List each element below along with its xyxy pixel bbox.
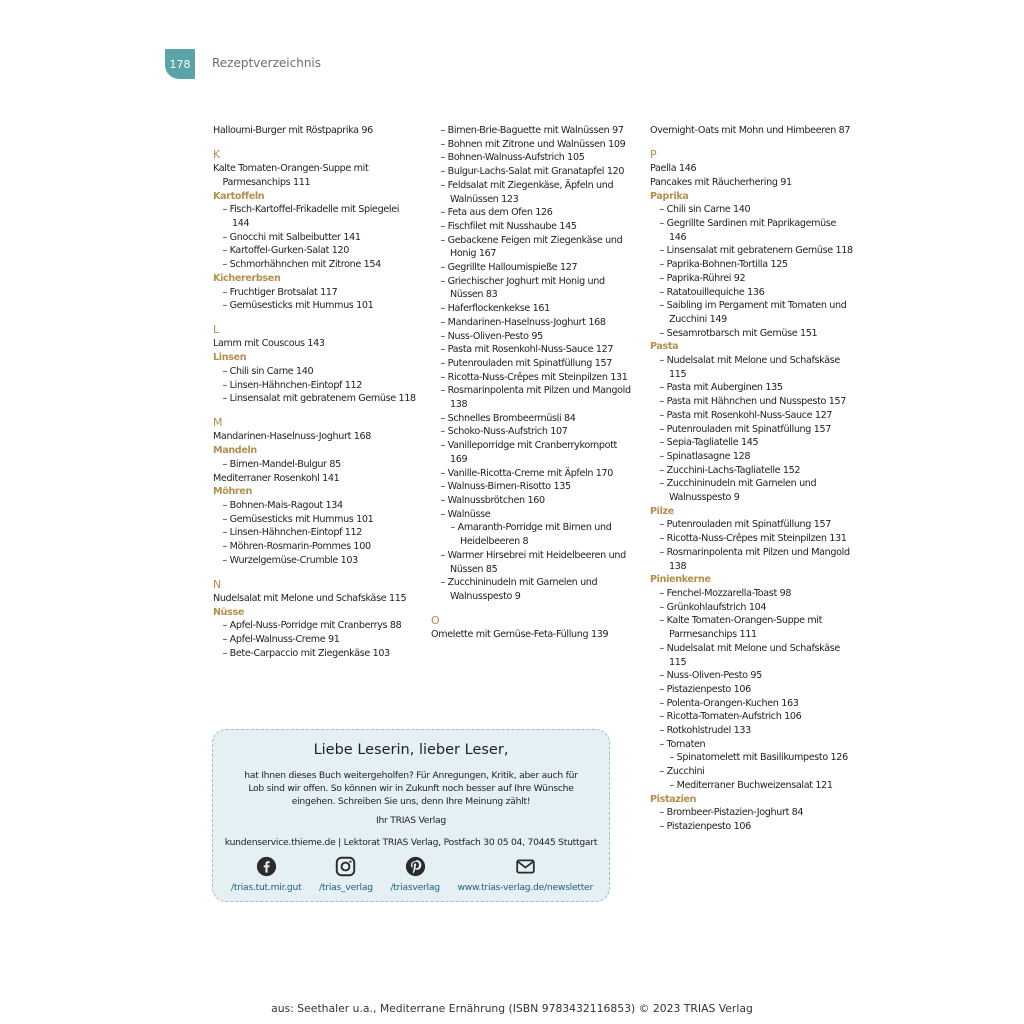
index-entry: – Vanille-Ricotta-Creme mit Äpfeln 170 [440, 467, 614, 479]
index-entry: – Fruchtiger Brotsalat 117 [222, 286, 338, 298]
index-entry: – Rotkohlstrudel 133 [659, 725, 751, 737]
index-entry: – Spinatlasagne 128 [659, 450, 751, 462]
index-entry: – Fenchel-Mozzarella-Toast 98 [659, 588, 792, 599]
index-entry: – Feta aus dem Ofen 126 [440, 207, 553, 219]
index-subheading: Pistazien [650, 793, 697, 805]
instagram-icon [335, 856, 356, 877]
index-entry: – Zucchini-Lachs-Tagliatelle 152 [659, 464, 801, 476]
index-subheading: Möhren [213, 486, 252, 498]
pinterest-icon [405, 856, 426, 877]
index-entry: – Amaranth-Porridge mit Birnen und Heidelbeeren 8 [450, 522, 612, 548]
index-column-1 [213, 124, 418, 661]
index-entry: – Putenrouladen mit Spinatfüllung 157 [440, 357, 612, 369]
index-entry: – Pasta mit Rosenkohl-Nuss-Sauce 127 [440, 344, 614, 356]
index-entry: Mediterraner Rosenkohl 141 [213, 472, 340, 484]
index-entry: Pancakes mit Räucherhering 91 [650, 176, 792, 188]
index-entry: – Zucchini [659, 766, 705, 778]
instagram-link[interactable] [319, 856, 373, 894]
index-entry: – Nudelsalat mit Melone und Schafskäse 115 [659, 355, 840, 380]
index-subheading: Pilze [650, 505, 674, 517]
index-entry: – Schnelles Brombeermüsli 84 [440, 412, 576, 424]
index-entry: Paella 146 [650, 163, 697, 175]
index-entry: – Nuss-Oliven-Pesto 95 [659, 670, 762, 682]
index-entry: – Pasta mit Auberginen 135 [659, 382, 783, 394]
index-entry: – Schmorhähnchen mit Zitrone 154 [222, 259, 381, 271]
index-entry: Halloumi-Burger mit Röstpaprika 96 [213, 125, 373, 136]
index-entry: – Griechischer Joghurt mit Honig und Nüssen 83 [440, 275, 605, 301]
index-entry: – Gebackene Feigen mit Ziegenkäse und Honig 167 [440, 234, 623, 260]
index-entry: – Möhren-Rosmarin-Pommes 100 [222, 541, 371, 553]
index-letter: K [213, 148, 220, 162]
social-links [231, 856, 593, 894]
index-subheading: Paprika [650, 190, 689, 202]
index-entry: Omelette mit Gemüse-Feta-Füllung 139 [431, 629, 609, 641]
index-entry: Kalte Tomaten-Orangen-Suppe mit Parmesanchips 111 [213, 163, 369, 188]
index-entry: – Spinatomelett mit Basilikumpesto 126 [669, 752, 848, 764]
index-letter: M [213, 416, 223, 430]
index-subheading: Kartoffeln [213, 190, 265, 202]
index-entry: – Linsensalat mit gebratenem Gemüse 118 [222, 393, 416, 405]
index-entry: – Fisch-Kartoffel-Frikadelle mit Spiegelei 144 [222, 204, 400, 230]
index-entry: – Bohnen-Mais-Ragout 134 [222, 499, 343, 511]
index-entry: Lamm mit Couscous 143 [213, 338, 325, 350]
index-letter: P [650, 148, 657, 162]
index-entry: – Sesamrotbarsch mit Gemüse 151 [659, 327, 818, 339]
index-subheading: Linsen [213, 352, 247, 364]
facebook-link[interactable] [231, 856, 301, 894]
index-entry: – Grünkohlaufstrich 104 [659, 601, 767, 613]
index-entry: – Nuss-Oliven-Pesto 95 [440, 330, 543, 342]
index-entry: – Birnen-Mandel-Bulgur 85 [222, 458, 341, 470]
index-entry: – Walnüsse [440, 508, 491, 520]
index-entry: – Pasta mit Rosenkohl-Nuss-Sauce 127 [659, 409, 833, 421]
page-number: 178 [165, 49, 195, 79]
index-entry: – Gemüsesticks mit Hummus 101 [222, 300, 374, 312]
index-entry: – Tomaten [659, 738, 706, 750]
index-entry: – Zucchininudeln mit Garnelen und Walnusspesto 9 [440, 577, 598, 602]
index-entry: – Chili sin Carne 140 [222, 365, 314, 377]
index-entry: – Walnussbrötchen 160 [440, 494, 545, 506]
index-entry: – Feldsalat mit Ziegenkäse, Äpfeln und Walnüssen 123 [440, 179, 614, 205]
index-entry: – Wurzelgemüse-Crumble 103 [222, 554, 358, 566]
mail-icon [515, 856, 536, 877]
notice-body: hat Ihnen dieses Buch weitergeholfen? Für Anregungen, Kritik, aber auch für Lob sind wir offen. So können wir in Zukunft noch besser auf Ihre Wünsche eingehen. Schreiben Sie uns, denn Ihre Meinung zählt! [244, 770, 578, 808]
notice-signature: Ihr TRIAS Verlag [376, 814, 446, 826]
index-column-2 [431, 124, 636, 642]
index-entry: – Ricotta-Nuss-Crêpes mit Steinpilzen 131 [659, 533, 847, 545]
index-letter: O [431, 614, 440, 628]
index-entry: – Putenrouladen mit Spinatfüllung 157 [659, 423, 831, 435]
index-letter: N [213, 577, 221, 591]
pinterest-label: /triasverlag [390, 882, 440, 893]
index-entry: – Ratatouillequiche 136 [659, 286, 765, 298]
index-entry: – Brombeer-Pistazien-Joghurt 84 [659, 807, 804, 819]
source-footer: aus: Seethaler u.a., Mediterrane Ernährung (ISBN 9783432116853) © 2023 TRIAS Verlag [271, 1002, 753, 1015]
facebook-label: /trias.tut.mir.gut [231, 882, 302, 893]
index-entry: – Linsensalat mit gebratenem Gemüse 118 [659, 245, 853, 257]
index-entry: – Kartoffel-Gurken-Salat 120 [222, 245, 350, 257]
index-entry: – Gnocchi mit Salbeibutter 141 [222, 231, 361, 243]
newsletter-label: www.trias-verlag.de/newsletter [457, 882, 593, 893]
index-column-3 [650, 124, 855, 834]
index-entry: – Kalte Tomaten-Orangen-Suppe mit Parmesanchips 111 [659, 615, 823, 641]
index-entry: – Walnuss-Birnen-Risotto 135 [440, 481, 571, 493]
index-entry: – Gemüsesticks mit Hummus 101 [222, 513, 374, 525]
facebook-icon [256, 856, 277, 877]
index-entry: – Paprika-Bohnen-Tortilla 125 [659, 259, 788, 271]
index-entry: – Paprika-Rührei 92 [659, 272, 746, 284]
index-entry: – Warmer Hirsebrei mit Heidelbeeren und Nüssen 85 [440, 549, 626, 575]
running-header: Rezeptverzeichnis [212, 56, 322, 70]
index-entry: – Haferflockenkekse 161 [440, 303, 550, 315]
index-subheading: Pinienkerne [650, 574, 711, 586]
index-entry: – Gegrillte Sardinen mit Paprikagemüse 146 [659, 218, 837, 243]
notice-title: Liebe Leserin, lieber Leser, [313, 742, 509, 758]
index-entry: – Vanilleporridge mit Cranberrykompott 169 [440, 440, 617, 465]
index-subheading: Pasta [650, 341, 679, 353]
index-subheading: Kichererbsen [213, 272, 281, 284]
index-entry: – Mediterraner Buchweizensalat 121 [669, 779, 833, 791]
index-entry: – Ricotta-Tomaten-Aufstrich 106 [659, 711, 802, 723]
index-entry: – Rosmarinpolenta mit Pilzen und Mangold 138 [659, 546, 850, 572]
index-entry: – Bimen-Brie-Baguette mit Walnüssen 97 [440, 125, 624, 136]
notice-contact: kundenservice.thieme.de | Lektorat TRIAS Verlag, Postfach 30 05 04, 70445 Stuttgart [224, 836, 598, 848]
index-subheading: Nüsse [213, 606, 245, 618]
index-entry: – Apfel-Walnuss-Creme 91 [222, 634, 340, 646]
reader-notice-box [212, 729, 610, 902]
index-entry: – Nudelsalat mit Melone und Schafskäse 115 [659, 642, 840, 668]
index-entry: – Bete-Carpaccio mit Ziegenkäse 103 [222, 647, 390, 659]
index-entry: – Sepia-Tagliatelle 145 [659, 437, 759, 449]
index-entry: – Ricotta-Nuss-Crêpes mit Steinpilzen 131 [440, 371, 628, 383]
index-entry: – Bohnen-Walnuss-Aufstrich 105 [440, 152, 585, 164]
index-entry: – Linsen-Hähnchen-Eintopf 112 [222, 527, 363, 539]
index-subheading: Mandeln [213, 445, 257, 457]
index-entry: – Pasta mit Hähnchen und Nusspesto 157 [659, 396, 846, 408]
index-entry: – Apfel-Nuss-Porridge mit Cranberrys 88 [222, 620, 402, 632]
index-entry: – Saibling im Pergament mit Tomaten und Zucchini 149 [659, 300, 847, 325]
index-entry: Overnight-Oats mit Mohn und Himbeeren 87 [650, 125, 851, 136]
index-entry: – Putenrouladen mit Spinatfüllung 157 [659, 519, 831, 531]
index-entry: Mandarinen-Haselnuss-Joghurt 168 [213, 431, 371, 443]
index-entry: – Gegrillte Halloumispieße 127 [440, 262, 578, 274]
index-entry: Nudelsalat mit Melone und Schafskäse 115 [213, 592, 407, 604]
index-entry: – Bohnen mit Zitrone und Walnüssen 109 [440, 138, 626, 150]
pinterest-link[interactable] [390, 856, 439, 894]
index-entry: – Zucchininudeln mit Garnelen und Walnusspesto 9 [659, 478, 817, 504]
index-entry: – Schoko-Nuss-Aufstrich 107 [440, 426, 568, 438]
index-entry: – Polenta-Orangen-Kuchen 163 [659, 697, 799, 709]
index-entry: – Pistazienpesto 106 [659, 683, 751, 695]
newsletter-link[interactable] [457, 856, 593, 894]
index-entry: – Rosmarinpolenta mit Pilzen und Mangold 138 [440, 385, 631, 411]
index-entry: – Chili sin Carne 140 [659, 204, 751, 216]
index-entry: – Mandarinen-Haselnuss-Joghurt 168 [440, 316, 606, 328]
instagram-label: /trias_verlag [319, 882, 373, 893]
index-letter: L [213, 323, 219, 337]
index-entry: – Bulgur-Lachs-Salat mit Granatapfel 120 [440, 166, 625, 178]
index-entry: – Linsen-Hähnchen-Eintopf 112 [222, 379, 363, 391]
index-entry: – Fischfilet mit Nusshaube 145 [440, 220, 577, 232]
index-entry: – Pistazienpesto 106 [659, 820, 751, 832]
